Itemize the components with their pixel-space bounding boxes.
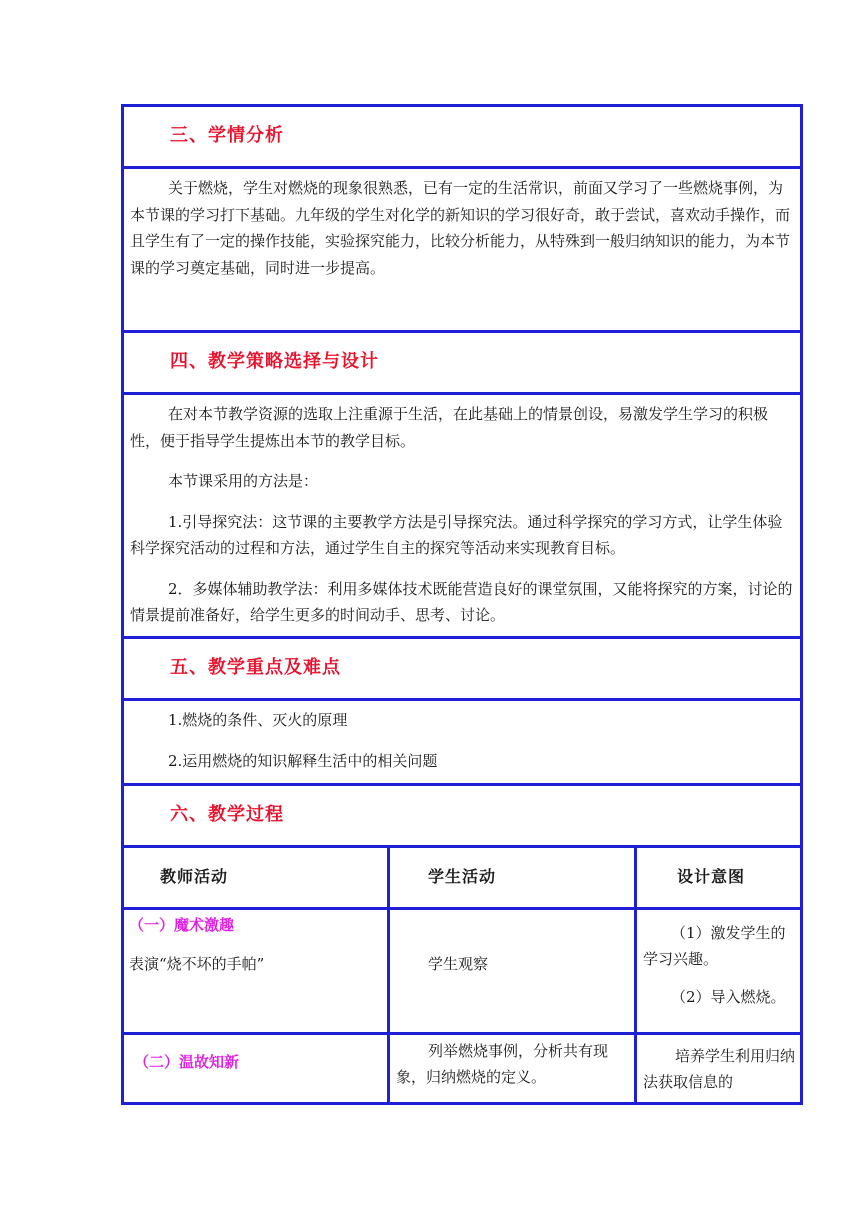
section-5-item-2: 2.运用燃烧的知识解释生活中的相关问题 (168, 751, 438, 770)
stage-1-intent-2: （2）导入燃烧。 (671, 988, 786, 1006)
section-4-para-4: 2．多媒体辅助教学法：利用多媒体技术既能营造良好的课堂氛围，又能将探究的方案，讨论的情景提前准备好，给学生更多的时间动手、思考、讨论。 (130, 579, 793, 624)
section-5-heading: 五、教学重点及难点 (170, 657, 341, 678)
section-4-para-2: 本节课采用的方法是： (168, 472, 319, 490)
col-student-activity: 学生活动 (428, 867, 497, 886)
stage-1-student: 学生观察 (428, 955, 489, 973)
section-4-header (124, 333, 800, 395)
section-5-body (124, 701, 800, 786)
section-4-body (124, 395, 800, 639)
section-5-item-1: 1.燃烧的条件、灭火的原理 (168, 711, 348, 729)
process-row-2 (124, 1035, 800, 1102)
process-table (124, 848, 800, 1102)
lesson-plan-table (121, 104, 803, 1105)
stage-2-intent: 培养学生利用归纳法获取信息的 (643, 1047, 796, 1091)
stage-2-title: （二）温故知新 (134, 1053, 240, 1071)
stage-2-student: 列举燃烧事例，分析共有现象，归纳燃烧的定义。 (396, 1042, 609, 1086)
stage-1-teacher: 表演“烧不坏的手帕” (129, 955, 265, 973)
section-3-heading: 三、学情分析 (170, 125, 284, 146)
stage-1-intent-1: （1）激发学生的学习兴趣。 (643, 924, 786, 968)
process-table-header-row (124, 848, 800, 910)
section-6-heading: 六、教学过程 (170, 804, 284, 825)
section-3-header (124, 107, 800, 169)
section-4-para-3: 1.引导探究法：这节课的主要教学方法是引导探究法。通过科学探究的学习方式，让学生体验科学探究活动的过程和方法，通过学生自主的探究等活动来实现教育目标。 (130, 512, 783, 557)
col-teacher-activity: 教师活动 (160, 867, 229, 886)
process-row-1 (124, 910, 800, 1035)
stage-1-title: （一）魔术激趣 (129, 916, 235, 934)
section-3-body (124, 169, 800, 333)
section-6-header (124, 786, 800, 848)
section-4-heading: 四、教学策略选择与设计 (170, 351, 379, 372)
section-3-text: 关于燃烧，学生对燃烧的现象很熟悉，已有一定的生活常识，前面又学习了一些燃烧事例，为本节课的学习打下基础。九年级的学生对化学的新知识的学习很好奇，敢于尝试，喜欢动手操作，而且学生有了一定的操作技能，实验探究能力，比较分析能力，从特殊到一般归纳知识的能力，为本节课的学习奠定基础，同时进一步提高。 (130, 179, 791, 277)
section-4-para-1: 在对本节教学资源的选取上注重源于生活，在此基础上的情景创设，易激发学生学习的积极性，便于指导学生提炼出本节的教学目标。 (130, 405, 769, 450)
col-design-intent: 设计意图 (677, 867, 746, 886)
section-5-header (124, 639, 800, 701)
